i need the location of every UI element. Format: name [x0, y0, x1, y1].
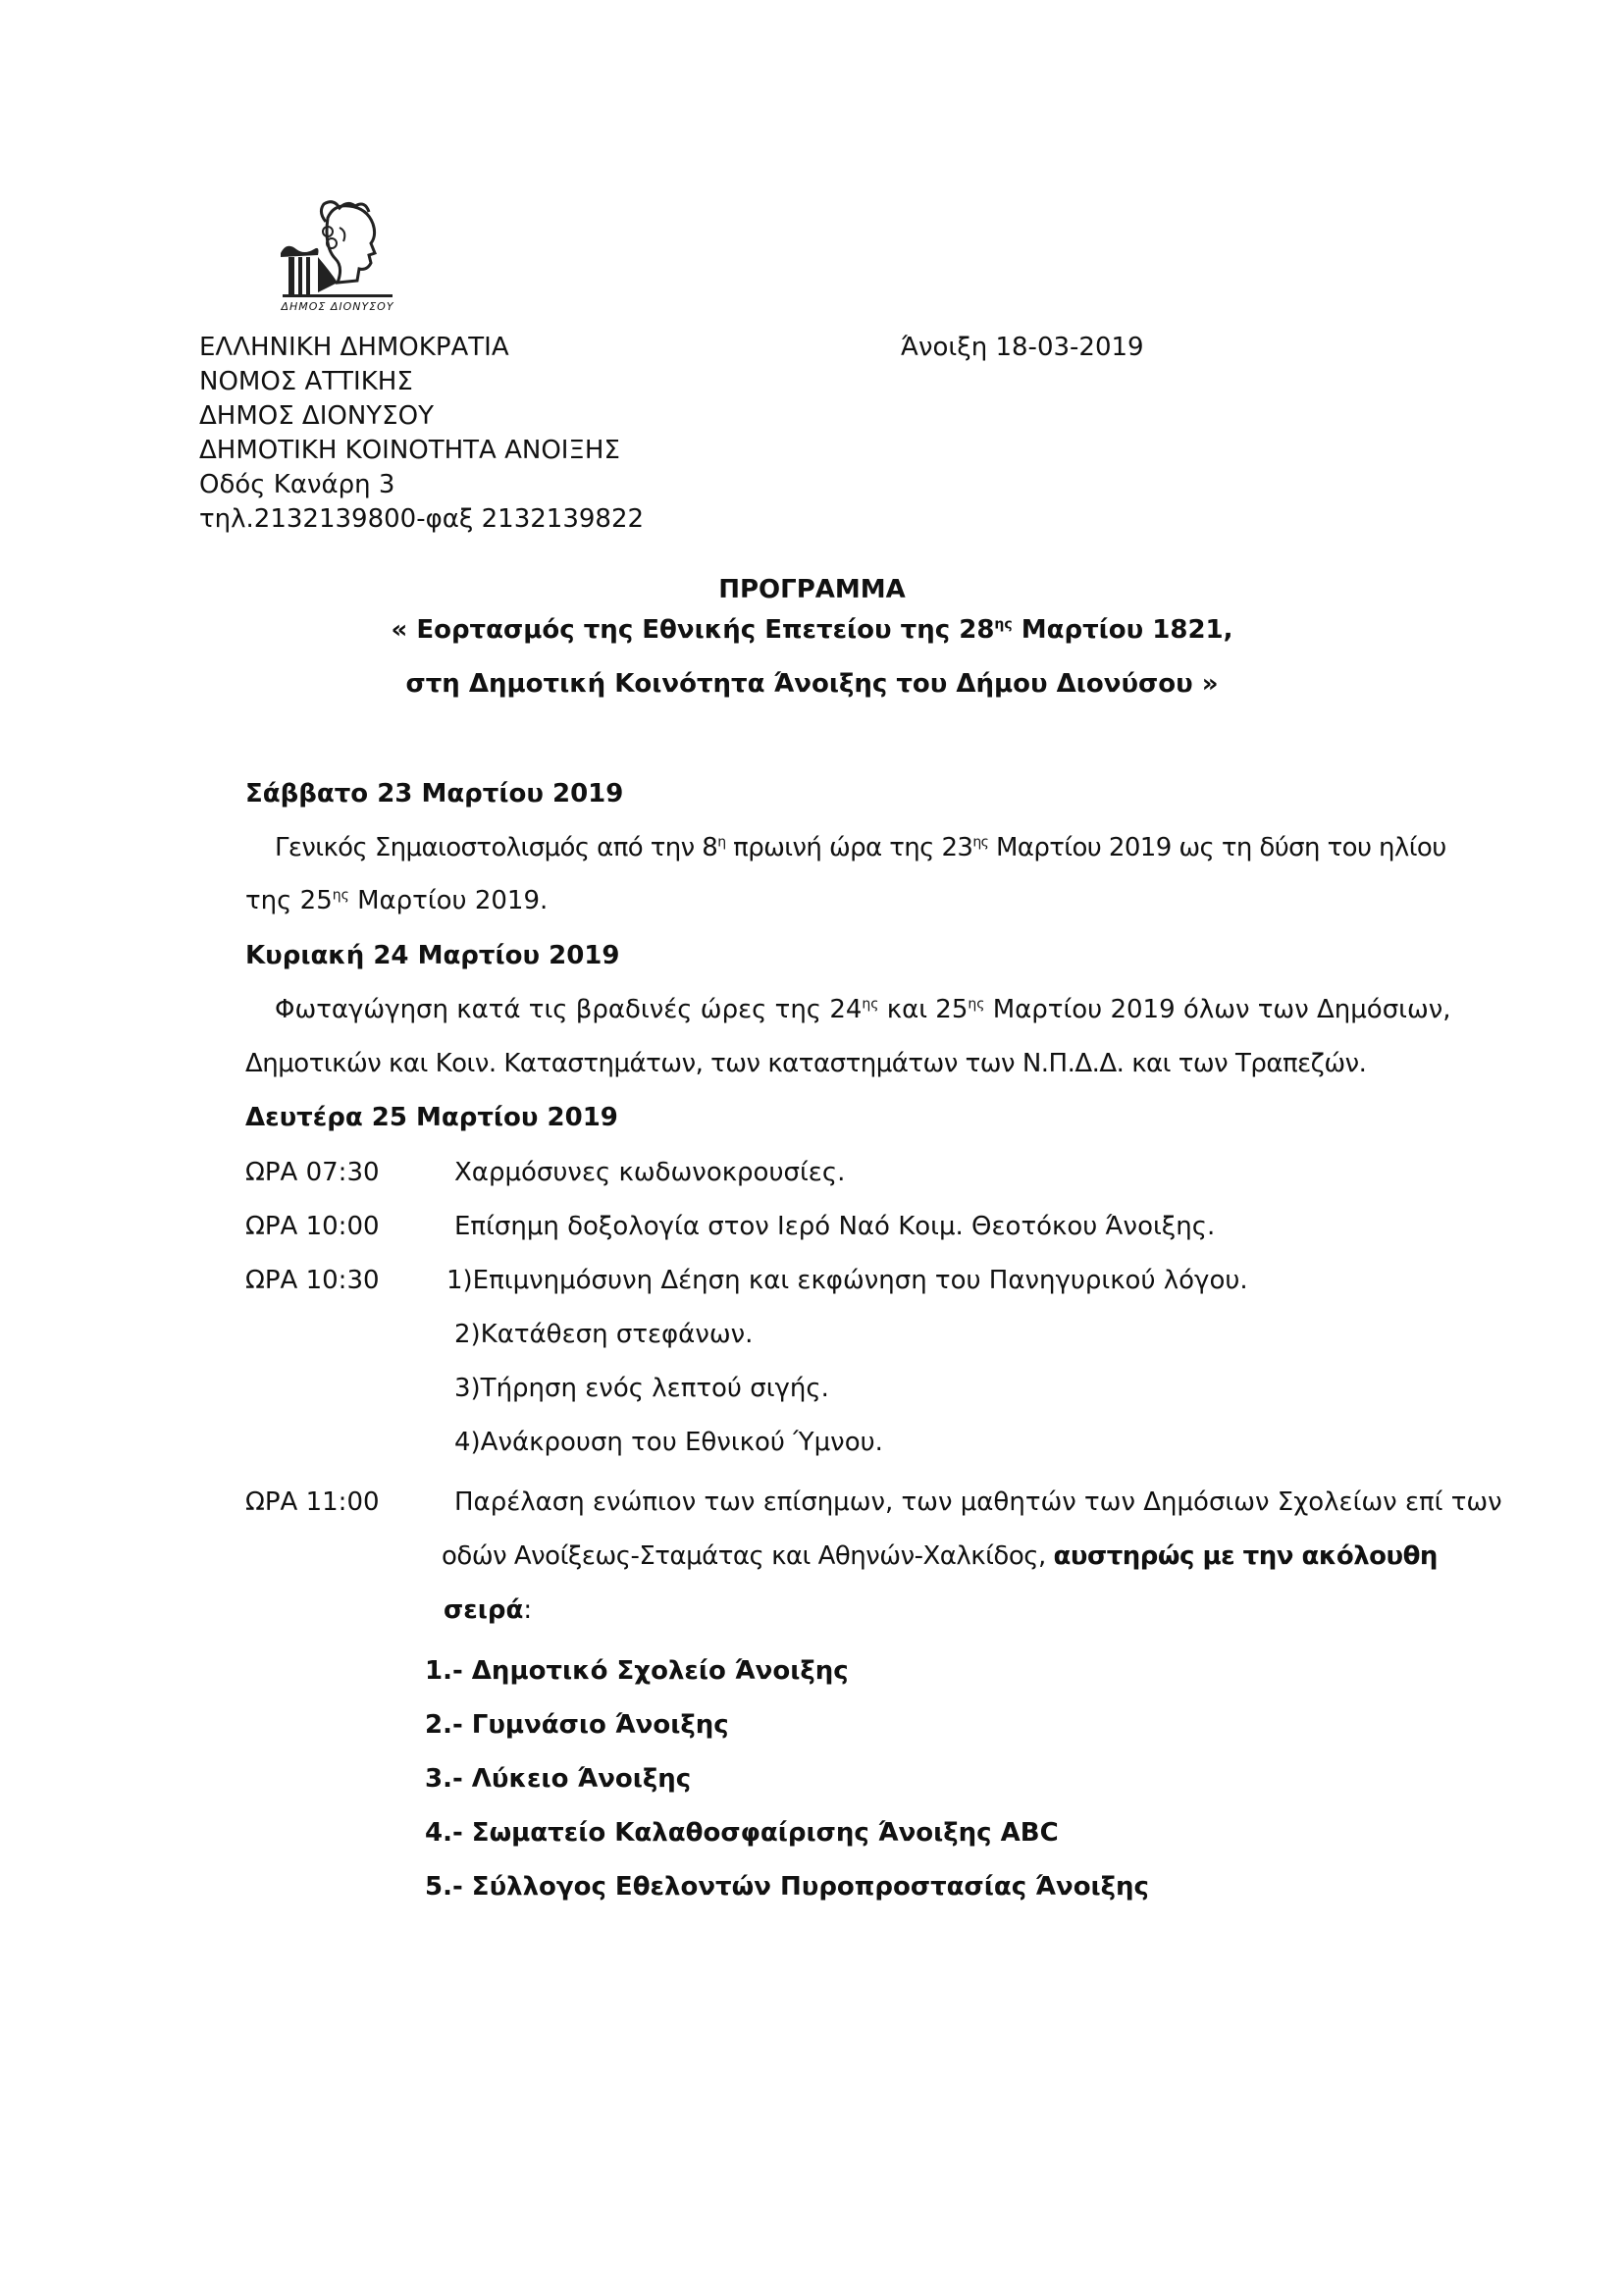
document-date: Άνοιξη 18-03-2019 — [901, 333, 1144, 362]
parade-order-item: 2.- Γυμνάσιο Άνοιξης — [425, 1710, 729, 1740]
paragraph-text: Γενικός Σημαιοστολισμός από την 8 — [275, 833, 718, 862]
paragraph-text: Φωταγώγηση κατά τις βραδινές ώρες της 24 — [275, 995, 863, 1024]
superscript: ης — [862, 996, 879, 1013]
event-parade-line-1: Παρέλαση ενώπιον των επίσημων, των μαθητών των Δημόσιων Σχολείων επί των — [454, 1487, 1502, 1517]
header-line-prefecture: ΝΟΜΟΣ ΑΤΤΙΚΗΣ — [199, 367, 413, 396]
header-line-republic: ΕΛΛΗΝΙΚΗ ΔΗΜΟΚΡΑΤΙΑ — [199, 333, 509, 362]
municipality-logo — [279, 198, 396, 318]
paragraph-text: Μαρτίου 2019 όλων των Δημόσιων, — [984, 995, 1451, 1024]
sunday-paragraph-line-2: Δημοτικών και Κοιν. Καταστημάτων, των καταστημάτων των Ν.Π.Δ.Δ. και των Τραπεζών. — [245, 1049, 1367, 1078]
parade-order-item: 3.- Λύκειο Άνοιξης — [425, 1764, 692, 1794]
program-title-line-2: στη Δημοτική Κοινότητα Άνοιξης του Δήμου Διονύσου » — [405, 669, 1219, 699]
event-parade-line-3 — [444, 1595, 532, 1625]
superscript: ης — [968, 996, 985, 1013]
sunday-paragraph-line-1 — [275, 995, 1451, 1024]
paragraph-text: πρωινή ώρα της 23 — [725, 833, 973, 862]
day-heading-saturday: Σάββατο 23 Μαρτίου 2019 — [245, 779, 624, 808]
event-bells: Χαρμόσυνες κωδωνοκρουσίες. — [454, 1158, 846, 1187]
day-heading-monday: Δευτέρα 25 Μαρτίου 2019 — [245, 1103, 618, 1132]
parade-emphasis: αυστηρώς με την ακόλουθη — [1053, 1541, 1438, 1571]
parade-order-item: 5.- Σύλλογος Εθελοντών Πυροπροστασίας Άνοιξης — [425, 1872, 1149, 1902]
superscript: η — [717, 834, 726, 851]
header-line-phone-fax: τηλ.2132139800-φαξ 2132139822 — [199, 504, 645, 534]
header-line-address: Οδός Κανάρη 3 — [199, 470, 395, 499]
parade-order-item: 1.- Δημοτικό Σχολείο Άνοιξης — [425, 1656, 849, 1686]
program-title-line-1 — [0, 615, 1624, 645]
title-text: « Εορτασμός της Εθνικής Επετείου της 28 — [391, 615, 995, 645]
superscript: ης — [972, 834, 989, 851]
event-wreath-laying: 2)Κατάθεση στεφάνων. — [454, 1320, 754, 1349]
logo-caption: ΔΗΜΟΣ ΔΙΟΝΥΣΟΥ — [281, 300, 394, 313]
saturday-paragraph-line-1 — [275, 833, 1446, 862]
saturday-paragraph-line-2 — [245, 886, 548, 915]
paragraph-text: Μαρτίου 2019. — [348, 886, 549, 915]
paragraph-text: της 25 — [245, 886, 333, 915]
event-minute-silence: 3)Τήρηση ενός λεπτού σιγής. — [454, 1374, 829, 1403]
parade-order-item: 4.- Σωματείο Καλαθοσφαίρισης Άνοιξης ABC — [425, 1818, 1059, 1848]
paragraph-text: Μαρτίου 2019 ως τη δύση του ηλίου — [988, 833, 1446, 862]
time-1000: ΩΡΑ 10:00 — [245, 1212, 380, 1241]
event-parade-line-2 — [442, 1541, 1438, 1571]
header-line-community: ΔΗΜΟΤΙΚΗ ΚΟΙΝΟΤΗΤΑ ΑΝΟΙΞΗΣ — [199, 436, 620, 465]
header-line-municipality: ΔΗΜΟΣ ΔΙΟΝΥΣΟΥ — [199, 401, 434, 431]
parade-emphasis: σειρά — [444, 1595, 524, 1625]
event-memorial-service: 1)Επιμνημόσυνη Δέηση και εκφώνηση του Πανηγυρικού λόγου. — [446, 1266, 1248, 1295]
superscript: ης — [332, 887, 349, 904]
title-text: Μαρτίου 1821, — [1012, 615, 1233, 645]
event-doxology: Επίσημη δοξολογία στον Ιερό Ναό Κοιμ. Θεοτόκου Άνοιξης. — [454, 1212, 1216, 1241]
time-1100: ΩΡΑ 11:00 — [245, 1487, 380, 1517]
parade-text: οδών Ανοίξεως-Σταμάτας και Αθηνών-Χαλκίδος, — [442, 1541, 1054, 1571]
title-superscript: ης — [994, 616, 1013, 633]
paragraph-text: και 25 — [878, 995, 969, 1024]
event-national-anthem: 4)Ανάκρουση του Εθνικού Ύμνου. — [454, 1428, 883, 1457]
municipality-head-column-logo-icon — [279, 198, 396, 300]
time-0730: ΩΡΑ 07:30 — [245, 1158, 380, 1187]
parade-text: : — [523, 1595, 533, 1625]
day-heading-sunday: Κυριακή 24 Μαρτίου 2019 — [245, 941, 620, 970]
time-1030: ΩΡΑ 10:30 — [245, 1266, 380, 1295]
program-heading: ΠΡΟΓΡΑΜΜΑ — [718, 575, 906, 604]
